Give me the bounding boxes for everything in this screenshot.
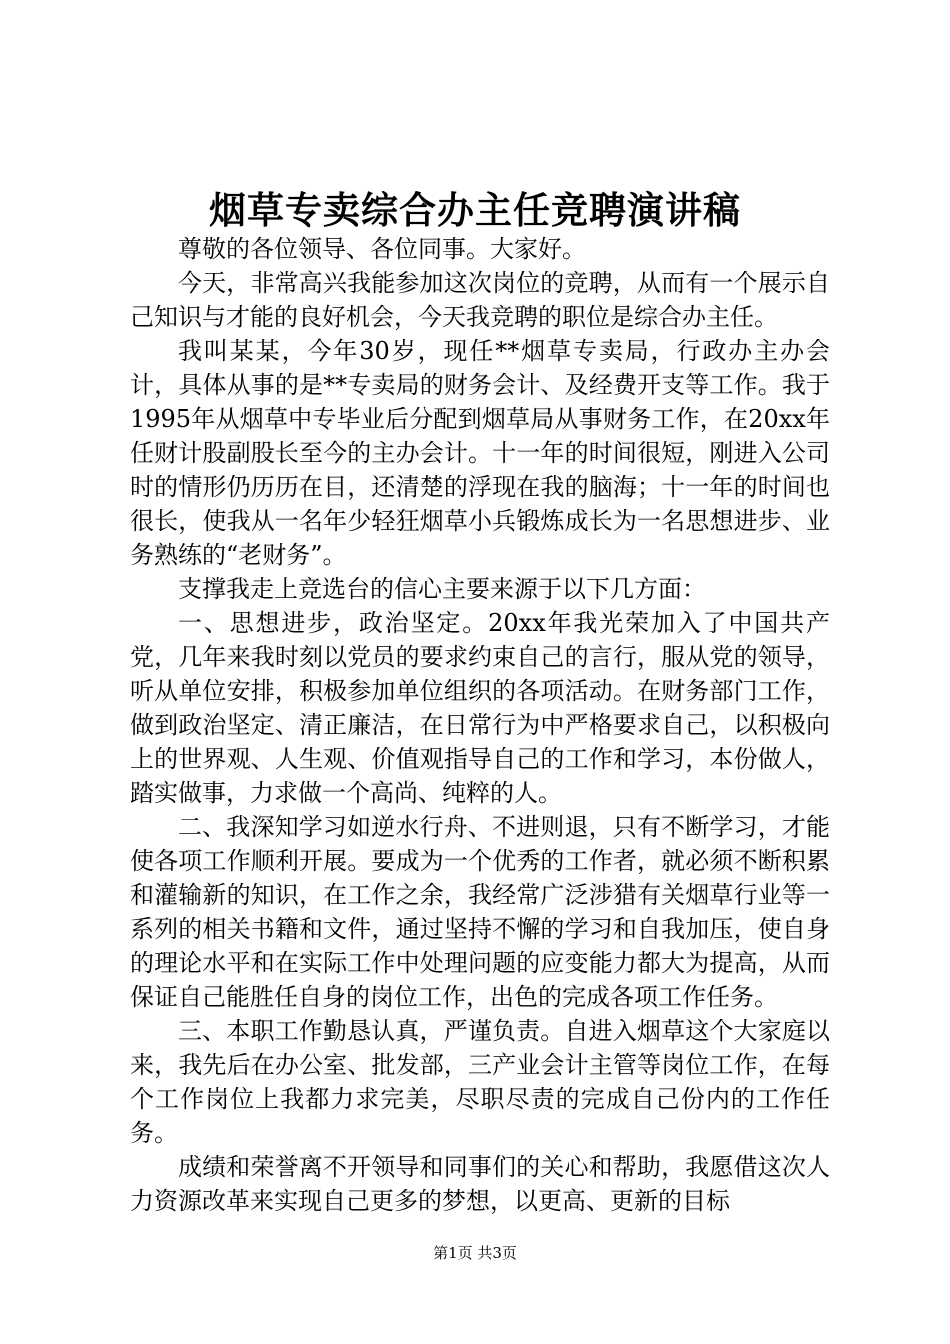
paragraph-closing: 成绩和荣誉离不开领导和同事们的关心和帮助，我愿借这次人力资源改革来实现自己更多的梦想，以更高、更新的目标 [130, 1153, 830, 1215]
paragraph-intro: 今天，非常高兴我能参加这次岗位的竞聘，从而有一个展示自己知识与才能的良好机会，今天我竞聘的职位是综合办主任。 [130, 269, 830, 331]
paragraph-greeting: 尊敬的各位领导、各位同事。大家好。 [178, 235, 586, 263]
paragraph-confidence-lead: 支撑我走上竞选台的信心主要来源于以下几方面： [178, 575, 706, 603]
paragraph-point-three: 三、本职工作勤恳认真，严谨负责。自进入烟草这个大家庭以来，我先后在办公室、批发部，三产业会计主管等岗位工作，在每个工作岗位上我都力求完美，尽职尽责的完成自己份内的工作任务。 [130, 1017, 830, 1147]
paragraph-point-two: 二、我深知学习如逆水行舟、不进则退，只有不断学习，才能使各项工作顺利开展。要成为一个优秀的工作者，就必须不断积累和灌输新的知识，在工作之余，我经常广泛涉猎有关烟草行业等一系列的相关书籍和文件，通过坚持不懈的学习和自我加压，使自身的理论水平和在实际工作中处理问题的应变能力都大为提高，从而保证自己能胜任自身的岗位工作，出色的完成各项工作任务。 [130, 813, 830, 1011]
page-footer: 第1页 共3页 [433, 1244, 517, 1262]
document-body [130, 232, 830, 1218]
paragraph-point-one: 一、思想进步，政治坚定。20xx年我光荣加入了中国共产党，几年来我时刻以党员的要求约束自己的言行，服从党的领导，听从单位安排，积极参加单位组织的各项活动。在财务部门工作，做到政治坚定、清正廉洁，在日常行为中严格要求自己，以积极向上的世界观、人生观、价值观指导自己的工作和学习，本份做人，踏实做事，力求做一个高尚、纯粹的人。 [130, 609, 830, 807]
paragraph-self-introduction: 我叫某某，今年30岁，现任**烟草专卖局，行政办主办会计，具体从事的是**专卖局的财务会计、及经费开支等工作。我于1995年从烟草中专毕业后分配到烟草局从事财务工作，在20xx年任财计股副股长至今的主办会计。十一年的时间很短，刚进入公司时的情形仍历历在目，还清楚的浮现在我的脑海；十一年的时间也很长，使我从一名年少轻狂烟草小兵锻炼成长为一名思想进步、业务熟练的“老财务”。 [130, 337, 830, 569]
page-title: 烟草专卖综合办主任竞聘演讲稿 [209, 188, 741, 232]
